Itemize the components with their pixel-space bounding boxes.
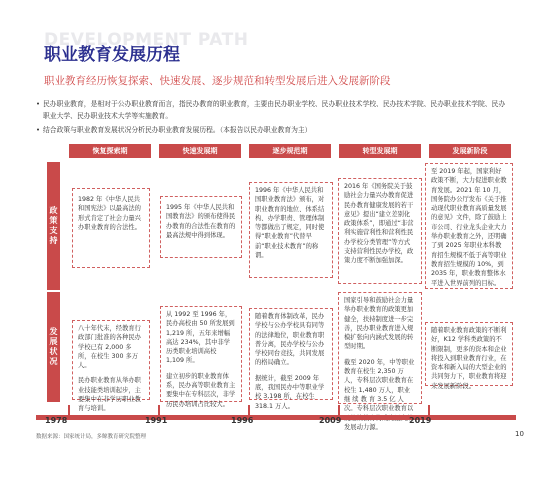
- policy-text: 1982 年《中华人民共和国宪法》以最高法的形式肯定了社会力量兴办职业教育的合法性。: [78, 196, 141, 231]
- status-text: 国家引导和鼓励社会力量举办职业教育的政策更加健全，扶持制度进一步完善，民办职业教育进入规模扩张向内涵式发展的转型时期。: [344, 297, 414, 351]
- row-label-char: 发: [49, 327, 58, 336]
- bullet-dot: •: [36, 100, 41, 108]
- bullet-text: 结合政策与职业教育发展状况分析民办职业教育发展历程。（本报告以民办职业教育为主）: [43, 126, 312, 134]
- stage-header-regulation: 逐步规范期: [249, 144, 331, 158]
- status-text: 民办职业教育从举办职业技能类培训起步，主要集中在非学历职业教育与培训。: [78, 377, 141, 413]
- stage-header-new: 发展新阶段: [429, 144, 511, 158]
- status-text: 八十年代末，经教育行政部门批准的各种民办学校已有 2,000 多所，在校生 300 多万人。: [78, 325, 141, 370]
- timeline-bar: [36, 415, 516, 420]
- status-text: 截至 2020 年，中等职业教育在校生 2,350 万人，专科层次职业教育在校生 1,480 万人，职业 继 续 教 育 3.5 亿 人次。专科层次职业教育以 发展动力源。: [344, 358, 415, 431]
- row-label-char: 策: [49, 216, 58, 225]
- policy-box-1982: [72, 188, 150, 268]
- timeline-year-1996: 1996: [231, 416, 254, 425]
- page-number: 10: [515, 430, 524, 438]
- policy-box-2019: [425, 163, 513, 289]
- status-text: 随着教育体制改革，民办学校与公办学校具有同等的法律地位，职业教育职普分离，民办学校与公办学校同台竞技，共同发展的格局确立。: [255, 313, 325, 367]
- status-box-1996: [249, 308, 333, 410]
- status-box-1991: [160, 306, 242, 408]
- bullet-definition: [36, 99, 511, 122]
- data-source: 数据来源：国家统计局，多鲸教育研究院整理: [36, 434, 147, 440]
- row-label-status: [47, 292, 60, 402]
- row-label-char: 展: [49, 337, 58, 346]
- status-text: 建立初步的职业教育体系，民办高等职业教育主要集中在专科层次，非学历民办培训占比较大。: [166, 372, 236, 408]
- page-title: 职业教育发展历程: [44, 45, 180, 65]
- policy-text: 1995 年《中华人民共和国教育法》的颁布使得民办教育的合法性在教育的最高法规中得到体现。: [166, 204, 236, 239]
- stage-header-recovery: 恢复探索期: [69, 144, 151, 158]
- policy-text: 至 2019 年起，国家利好政策不断，大力促进职业教育发展。2021 年 10 月，国务院办公厅发布《关于推动现代职业教育高质量发展的意见》文件，除了鼓励上市公司、行业龙头企业大力举办职业教育之外，还明确了到 2025 年职业本科教育招生规模不低于高等职业教育招生规模的 10%，到 2035 年，职业教育整体水平进入世界前列的目标。: [431, 168, 507, 287]
- timeline-year-2009: 2009: [319, 416, 342, 425]
- status-box-2019: [425, 322, 513, 390]
- row-label-char: 况: [49, 357, 58, 366]
- policy-text: 1996 年《中华人民共和国职业教育法》颁布，对职业教育的地位、体系结构、办学职责、管理体制等都做出了规定，同时使得“职业教育”代替早前“职业技术教育”的称谓。: [255, 187, 325, 260]
- row-label-char: 状: [49, 347, 58, 356]
- timeline-year-1991: 1991: [145, 416, 168, 425]
- timeline-year-1978: 1978: [45, 416, 68, 425]
- row-label-char: 政: [49, 206, 58, 215]
- row-label-char: 支: [49, 226, 58, 235]
- row-label-policy: [47, 162, 60, 290]
- status-text: 从 1992 至 1996 年，民办高校由 50 所发展到 1,219 所，五年来增幅高达 234%，其中非学历类职业培训高校 1,109 所。: [166, 311, 235, 365]
- row-label-char: 持: [49, 236, 58, 245]
- watermark-text: DEVELOPMENT PATH: [44, 30, 249, 50]
- bullet-scope: [36, 125, 511, 137]
- policy-box-1995: [160, 196, 242, 258]
- timeline-tick: [68, 405, 70, 419]
- page-subtitle: 职业教育经历恢复探索、快速发展、逐步规范和转型发展后进入发展新阶段: [44, 75, 391, 87]
- stage-header-transformation: 转型发展期: [339, 144, 421, 158]
- stage-header-rapid: 快速发展期: [159, 144, 241, 158]
- status-text: 随着职业教育政策的不断利好，K12 学科类政策的不断限制，更多的资本和企业将投入到职业教育行业，在资本和新入局的大型企业的共同努力下，职业教育将迎来发展新阶段。: [431, 327, 507, 390]
- policy-box-2016: [338, 178, 422, 284]
- status-text: 据统计，截至 2009 年底，我国民办中等职业学校 3,198 所，在校生 318.1 万人。: [255, 374, 325, 410]
- bullet-dot: •: [36, 126, 41, 134]
- bullet-text: 民办职业教育，是相对于公办职业教育而言，指民办教育的职业教育，主要由民办职业学校、民办职业技术学校、民办技术学院、民办职业技术学院、民办职业大学、民办职业技术大学等实施教育。: [43, 100, 506, 120]
- status-box-1978: [72, 320, 150, 413]
- policy-text: 2016 年《国务院关于鼓励社会力量兴办教育促进民办教育健康发展的若干意见》提出“建立差别化政策体系”，即通过“非营利实施营利性和营利性民办学校分类管理”等方式支持营利性民办学校，政策力度不断加强加深。: [344, 183, 414, 265]
- timeline-year-2019: 2019: [409, 416, 432, 425]
- policy-box-1996: [249, 182, 333, 278]
